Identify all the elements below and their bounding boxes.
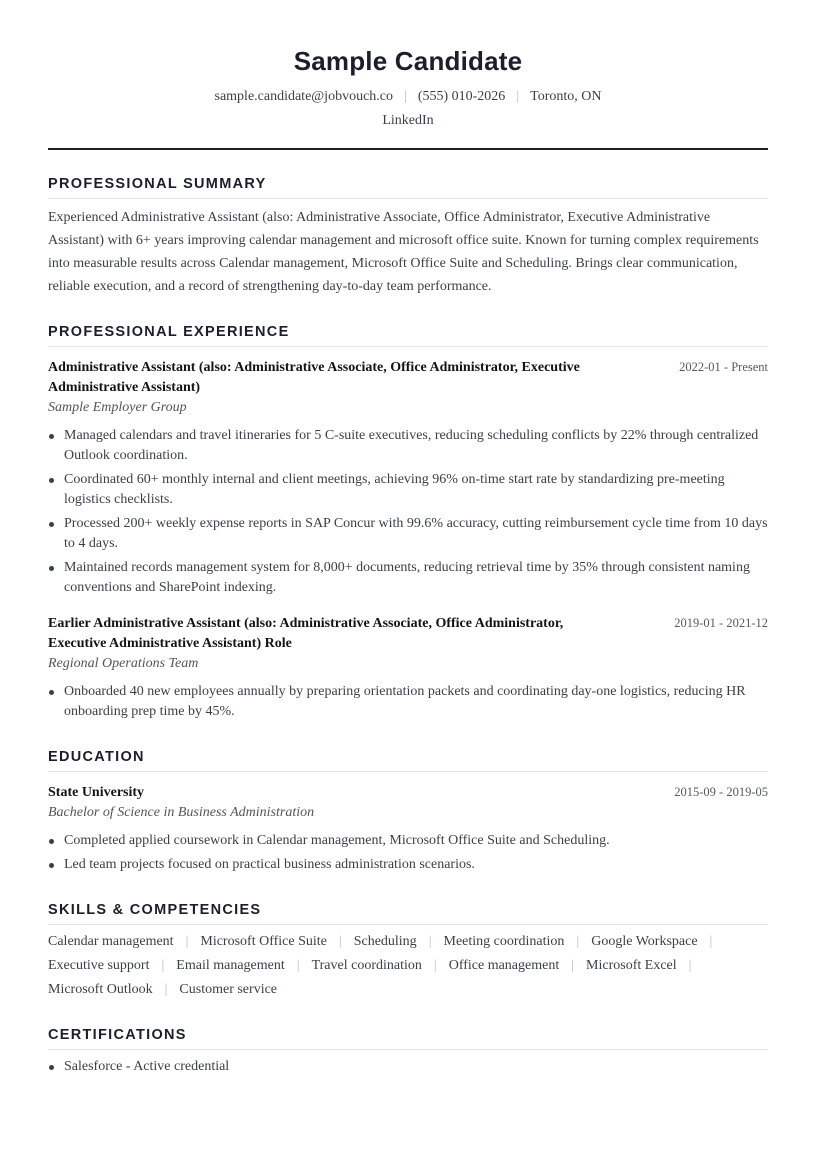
- summary-text: Experienced Administrative Assistant (also: Administrative Associate, Office Administrator, Executive Administrative Assistant) with 6+ years improving calendar management and microsoft office suite. Known for turning complex requirements into measurable results across Calendar management, Microsoft Office Suite and Scheduling. Brings clear communication, reliable execution, and a record of strengthening day-to-day team performance.: [48, 210, 759, 294]
- section-divider: [48, 198, 768, 199]
- skill-item: Microsoft Office Suite: [200, 934, 327, 949]
- skills-row: [48, 930, 768, 954]
- skill-item: Calendar management: [48, 934, 174, 949]
- location-text: Toronto, ON: [530, 89, 602, 104]
- certifications-list: [48, 1057, 768, 1081]
- section-title-experience: PROFESSIONAL EXPERIENCE: [48, 324, 290, 340]
- contact-separator: |: [404, 89, 407, 104]
- list-item: Processed 200+ weekly expense reports in SAP Concur with 99.6% accuracy, cutting reimbursement cycle time from 10 days to 4 days.: [48, 514, 768, 554]
- list-item: Coordinated 60+ monthly internal and client meetings, achieving 96% on-time start rate by standardizing pre-meeting logistics checklists.: [48, 470, 768, 510]
- skill-item: Office management: [448, 958, 560, 973]
- job-bullets: [48, 426, 768, 602]
- skill-separator: |: [433, 958, 437, 973]
- list-item: Managed calendars and travel itineraries for 5 C-suite executives, reducing scheduling conflicts by 22% through centralized Outlook coordination.: [48, 426, 768, 466]
- skill-item: Email management: [176, 958, 285, 973]
- section-title-summary: PROFESSIONAL SUMMARY: [48, 176, 267, 192]
- contact-line: [48, 89, 768, 105]
- job-org: Sample Employer Group: [48, 400, 187, 415]
- skill-separator: |: [296, 958, 300, 973]
- list-item: Led team projects focused on practical business administration scenarios.: [48, 855, 768, 875]
- skill-separator: |: [576, 934, 580, 949]
- phone-text: (555) 010-2026: [417, 89, 506, 104]
- job-bullets: [48, 682, 768, 726]
- skill-separator: |: [709, 934, 713, 949]
- candidate-name: Sample Candidate: [293, 46, 523, 76]
- section-title-education: EDUCATION: [48, 749, 145, 765]
- education-bullets: [48, 831, 768, 879]
- skill-separator: |: [164, 982, 168, 997]
- section-title-skills: SKILLS & COMPETENCIES: [48, 902, 262, 918]
- school-name: State University: [48, 785, 145, 800]
- skill-separator: |: [688, 958, 692, 973]
- list-item: Onboarded 40 new employees annually by preparing orientation packets and coordinating day-one logistics, reducing HR onboarding prep time by 45%.: [48, 682, 768, 722]
- list-item: Completed applied coursework in Calendar management, Microsoft Office Suite and Scheduling.: [48, 831, 768, 851]
- contact-separator: |: [516, 89, 520, 104]
- header-divider: [48, 148, 768, 150]
- skill-item: Meeting coordination: [443, 934, 565, 949]
- job-dates: 2019-01 - 2021-12: [674, 616, 768, 630]
- skill-item: Executive support: [48, 958, 150, 973]
- skill-separator: |: [428, 934, 432, 949]
- degree-name: Bachelor of Science in Business Administration: [48, 805, 315, 820]
- job-title: Earlier Administrative Assistant (also: Administrative Associate, Office Administrator, Executive Administrative Assistant) Role: [48, 616, 564, 651]
- skill-item: Customer service: [179, 982, 278, 997]
- email-text: sample.candidate@jobvouch.co: [214, 89, 393, 104]
- linkedin-link[interactable]: LinkedIn: [382, 113, 434, 128]
- education-dates: 2015-09 - 2019-05: [674, 785, 768, 799]
- skill-separator: |: [571, 958, 575, 973]
- job-title: Administrative Assistant (also: Administrative Associate, Office Administrator, Executive Administrative Assistant): [48, 360, 580, 395]
- section-divider: [48, 1049, 768, 1050]
- section-divider: [48, 346, 768, 347]
- skills-row: [48, 978, 768, 1002]
- skill-item: Microsoft Outlook: [48, 982, 153, 997]
- skill-item: Google Workspace: [591, 934, 698, 949]
- section-divider: [48, 771, 768, 772]
- skill-separator: |: [161, 958, 165, 973]
- list-item: Salesforce - Active credential: [48, 1057, 768, 1077]
- section-divider: [48, 924, 768, 925]
- skill-separator: |: [338, 934, 342, 949]
- skills-list: [48, 930, 768, 1002]
- skill-item: Microsoft Excel: [586, 958, 677, 973]
- skill-item: Travel coordination: [311, 958, 422, 973]
- skill-item: Scheduling: [353, 934, 417, 949]
- skills-row: [48, 954, 768, 978]
- job-dates: 2022-01 - Present: [679, 360, 768, 374]
- list-item: Maintained records management system for 8,000+ documents, reducing retrieval time by 35% through consistent naming conventions and SharePoint indexing.: [48, 558, 768, 598]
- skill-separator: |: [185, 934, 189, 949]
- section-title-certifications: CERTIFICATIONS: [48, 1027, 187, 1043]
- job-org: Regional Operations Team: [48, 656, 199, 671]
